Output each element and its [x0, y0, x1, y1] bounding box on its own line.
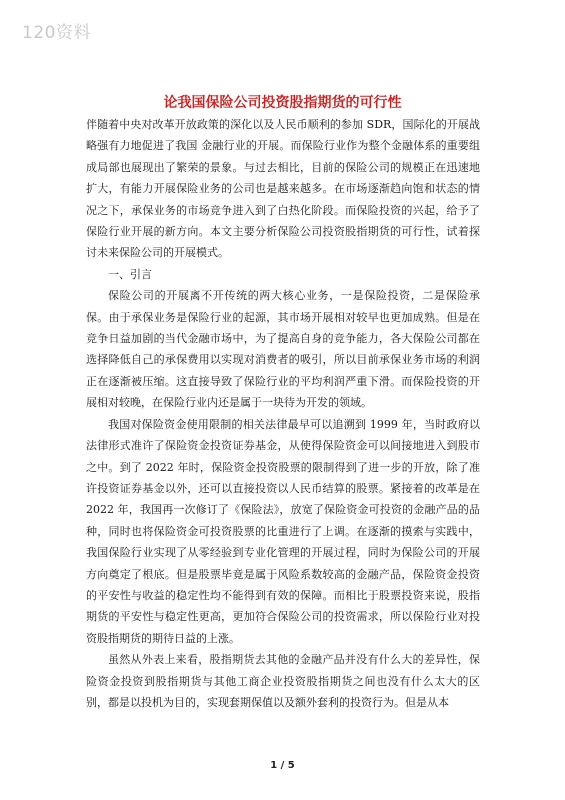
document-body: [86, 114, 480, 713]
page-number: 1 / 5: [270, 760, 295, 771]
body-paragraph: 保险公司的开展离不开传统的两大核心业务，一是保险投资，二是保险承保。由于承保业务是保险行业的起源，其市场开展相对较早也更加成熟。但是在竞争日益加剧的当代金融市场中，为了提高自身的竞争能力，各大保险公司都在选择降低自己的承保费用以实现对消费者的吸引，所以目前承保业务市场的利润正在逐渐被压缩。这直接导致了保险行业的平均利润严重下滑。而保险投资的开展相对较晚，在保险行业内还是属于一块待为开发的领域。: [86, 289, 480, 410]
watermark-logo: 120资料: [22, 23, 91, 43]
document-title: 论我国保险公司投资股指期货的可行性: [163, 95, 402, 111]
body-paragraph: 我国对保险资金使用限制的相关法律最早可以追溯到 1999 年，当时政府以法律形式准许了保险资金投资证券基金，从使得保险资金可以间接地进入到股市之中。到了 2022 年时，保险资金投资股票的限制得到了进一步的开放，除了准许投资证券基金以外，还可以直接投资以人民币结算的股票。紧接着的改革是在 2022 年，我国再一次修订了《保险法》，放宽了保险资金可投资的金融产品的品种，同时也将保险资金可投资股票的比重进行了上调。在逐渐的摸索与实践中，我国保险行业实现了从零经验到专业化管理的开展过程，同时为保险公司的开展方向奠定了根底。但是股票毕竟是属于风险系数较高的金融产品，保险资金投资的平安性与收益的稳定性均不能得到有效的保障。而相比于股票投资来说，股指期货的平安性与稳定性更高，更加符合保险公司的投资需求，所以保险行业对投资股指期货的期待日益的上涨。: [86, 417, 480, 645]
body-paragraph: 虽然从外表上来看，股指期货去其他的金融产品并没有什么大的差异性，保险资金投资到股指期货与其他工商企业投资股指期货之间也没有什么太大的区别，都是以投机为目的，实现套期保值以及额外套利的投资行为。但是从本: [86, 653, 480, 709]
intro-paragraph: 伴随着中央对改革开放政策的深化以及人民币顺利的参加 SDR，国际化的开展战略强有力地促进了我国 金融行业的开展。而保险行业作为整个金融体系的重要组成局部也展现出了繁荣的景象。与过去相比，目前的保险公司的规模正在迅速地扩大，有能力开展保险业务的公司也是越来越多。在市场逐渐趋向饱和状态的情况之下，承保业务的市场竞争进入到了白热化阶段。而保险投资的兴起，给予了保险行业开展的新方向。本文主要分析保险公司投资股指期货的可行性，试着探讨未来保险公司的开展模式。: [86, 118, 480, 260]
section-heading: 一、引言: [108, 267, 152, 281]
